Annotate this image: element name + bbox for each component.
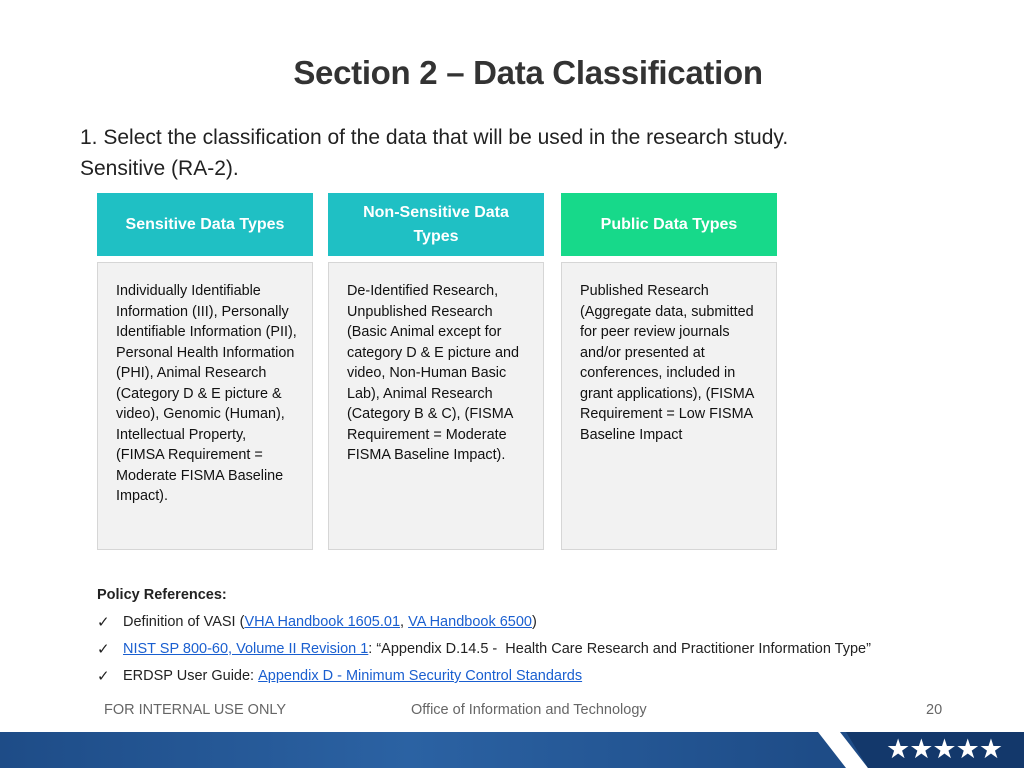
policy-text: Definition of VASI ( <box>123 614 245 630</box>
nonsensitive-header: Non-Sensitive Data Types <box>328 193 544 256</box>
policy-heading: Policy References: <box>97 587 227 603</box>
question-line-1: 1. Select the classification of the data that will be used in the research study. <box>80 126 789 149</box>
policy-item-vasi <box>97 609 997 636</box>
question-line-2: Sensitive (RA-2). <box>80 157 239 180</box>
vha-handbook-link[interactable]: VHA Handbook 1605.01 <box>244 614 401 630</box>
sensitive-header: Sensitive Data Types <box>97 193 313 256</box>
footer-classification: FOR INTERNAL USE ONLY <box>104 702 287 718</box>
policy-text-end: ) <box>531 614 537 630</box>
policy-text: : “Appendix D.14.5 - Health Care Research and Practitioner Information Type” <box>368 641 871 657</box>
page-number: 20 <box>926 702 943 718</box>
question-text <box>80 122 980 184</box>
policy-item-erdsp <box>97 663 997 690</box>
va-handbook-link[interactable]: VA Handbook 6500 <box>408 614 532 630</box>
checkmark-icon: ✓ <box>97 668 110 685</box>
sensitive-description: Individually Identifiable Information (III), Personally Identifiable Information (PII), Personal Health Information (PHI), Animal Research (Category D & E picture & video), Genomic (Human), Intellectual Property, (FIMSA Requirement = Moderate FISMA Baseline Impact). <box>97 262 313 550</box>
public-description: Published Research (Aggregate data, submitted for peer review journals and/or presented at conferences, included in grant applications), (FISMA Requirement = Low FISMA Baseline Impact <box>561 262 777 550</box>
policy-item-nist <box>97 636 997 663</box>
checkmark-icon: ✓ <box>97 641 110 658</box>
footer-office: Office of Information and Technology <box>411 702 647 718</box>
appendix-d-link[interactable]: Appendix D - Minimum Security Control Standards <box>258 668 583 684</box>
stars-icon: ★★★★★ <box>886 734 1003 764</box>
nonsensitive-description: De-Identified Research, Unpublished Research (Basic Animal except for category D & E picture and video, Non-Human Basic Lab), Animal Research (Category B & C), (FISMA Requirement = Moderate FISMA Baseline Impact). <box>328 262 544 550</box>
policy-references <box>97 584 997 690</box>
slide-title: Section 2 – Data Classification <box>293 54 763 91</box>
policy-text: ERDSP User Guide: <box>123 668 259 684</box>
nist-link[interactable]: NIST SP 800-60, Volume II Revision 1 <box>123 641 369 657</box>
policy-separator: , <box>400 614 409 630</box>
checkmark-icon: ✓ <box>97 614 110 631</box>
public-header: Public Data Types <box>561 193 777 256</box>
